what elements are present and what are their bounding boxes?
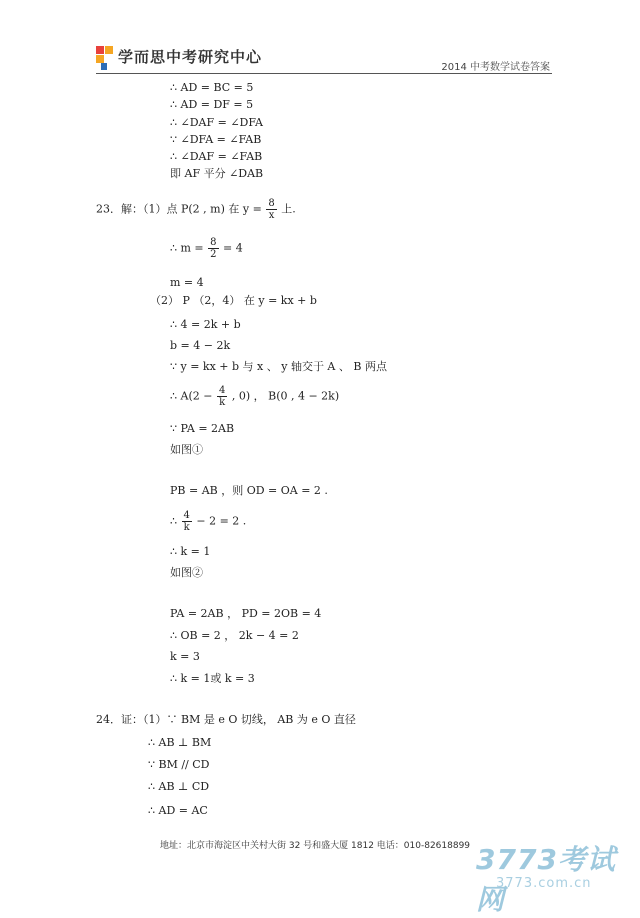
proof-line: ∴ AD = DF = 5 [170, 98, 254, 111]
proof-line: ∴ AB ⊥ CD [148, 780, 210, 793]
watermark-url: 3773.com.cn [496, 876, 592, 891]
fraction [217, 385, 227, 408]
proof-line: ∴ AD = BC = 5 [170, 81, 254, 94]
solution-line: ∴ k = 1 [170, 545, 211, 558]
line-text: = 4 [223, 241, 243, 255]
solution-line: k = 3 [170, 650, 200, 663]
fraction [208, 237, 218, 260]
line-text: ∴ m = [170, 241, 204, 255]
logo-text: 学而思中考研究中心 [118, 48, 263, 66]
fraction-denominator: k [219, 397, 226, 408]
header-divider [96, 73, 552, 74]
proof-line: ∴ ∠DAF = ∠FAB [170, 150, 263, 163]
fraction-numerator: 8 [210, 237, 217, 248]
page-header [0, 0, 640, 80]
solution-line [170, 385, 339, 408]
proof-line: ∴ AB ⊥ BM [148, 736, 212, 749]
fraction-denominator: k [183, 522, 190, 533]
proof-line: ∵ BM // CD [148, 758, 210, 771]
solution-line: （2） P （2，4） 在 y = kx + b [150, 294, 317, 307]
watermark-logo [470, 838, 640, 916]
fraction-denominator: x [268, 210, 275, 221]
proof-line: 即 AF 平分 ∠DAB [170, 167, 264, 180]
question-24-line: 24．证：（1）∵ BM 是 e O 切线， AB 为 e O 直径 [96, 713, 356, 726]
line-text: 上. [281, 202, 296, 216]
line-text: ∴ A(2 − [170, 389, 213, 403]
solution-line: ∵ PA = 2AB [170, 422, 235, 435]
fraction-numerator: 4 [183, 510, 190, 521]
line-text: , 0) ， B(0 , 4 − 2k) [231, 389, 340, 403]
solution-line: PA = 2AB ， PD = 2OB = 4 [170, 607, 322, 620]
page-footer: 地址：北京市海淀区中关村大街 32 号和盛大厦 1812 电话：010-82618899 [160, 841, 471, 851]
figure-reference: 如图② [170, 566, 203, 579]
fraction-numerator: 8 [268, 198, 275, 209]
watermark-text: 3773考试网 [476, 843, 616, 916]
proof-line: ∴ ∠DAF = ∠DFA [170, 116, 263, 129]
fraction-denominator: 2 [210, 249, 217, 260]
solution-line: b = 4 − 2k [170, 339, 231, 352]
header-title: 2014 中考数学试卷答案 [441, 62, 550, 73]
proof-line: ∴ AD = AC [148, 804, 208, 817]
solution-line: ∵ y = kx + b 与 x 、 y 轴交于 A 、 B 两点 [170, 360, 387, 373]
solution-line: ∴ k = 1或 k = 3 [170, 672, 255, 685]
line-text: − 2 = 2 . [196, 514, 247, 528]
logo-icon [96, 46, 114, 70]
fraction-numerator: 4 [218, 385, 226, 396]
fraction [182, 510, 192, 533]
solution-line [170, 510, 246, 533]
solution-line [170, 237, 243, 260]
fraction [266, 198, 276, 221]
solution-line: ∴ 4 = 2k + b [170, 318, 241, 331]
figure-reference: 如图① [170, 443, 203, 456]
line-text: ∴ [170, 514, 177, 528]
line-text: 23．解：（1）点 P(2 , m) 在 y = [96, 202, 262, 216]
solution-line: ∴ OB = 2 ， 2k − 4 = 2 [170, 629, 299, 642]
solution-line: PB = AB ，则 OD = OA = 2 . [170, 484, 328, 497]
question-23-line [96, 198, 296, 221]
solution-line: m = 4 [170, 276, 204, 289]
proof-line: ∵ ∠DFA = ∠FAB [170, 133, 262, 146]
